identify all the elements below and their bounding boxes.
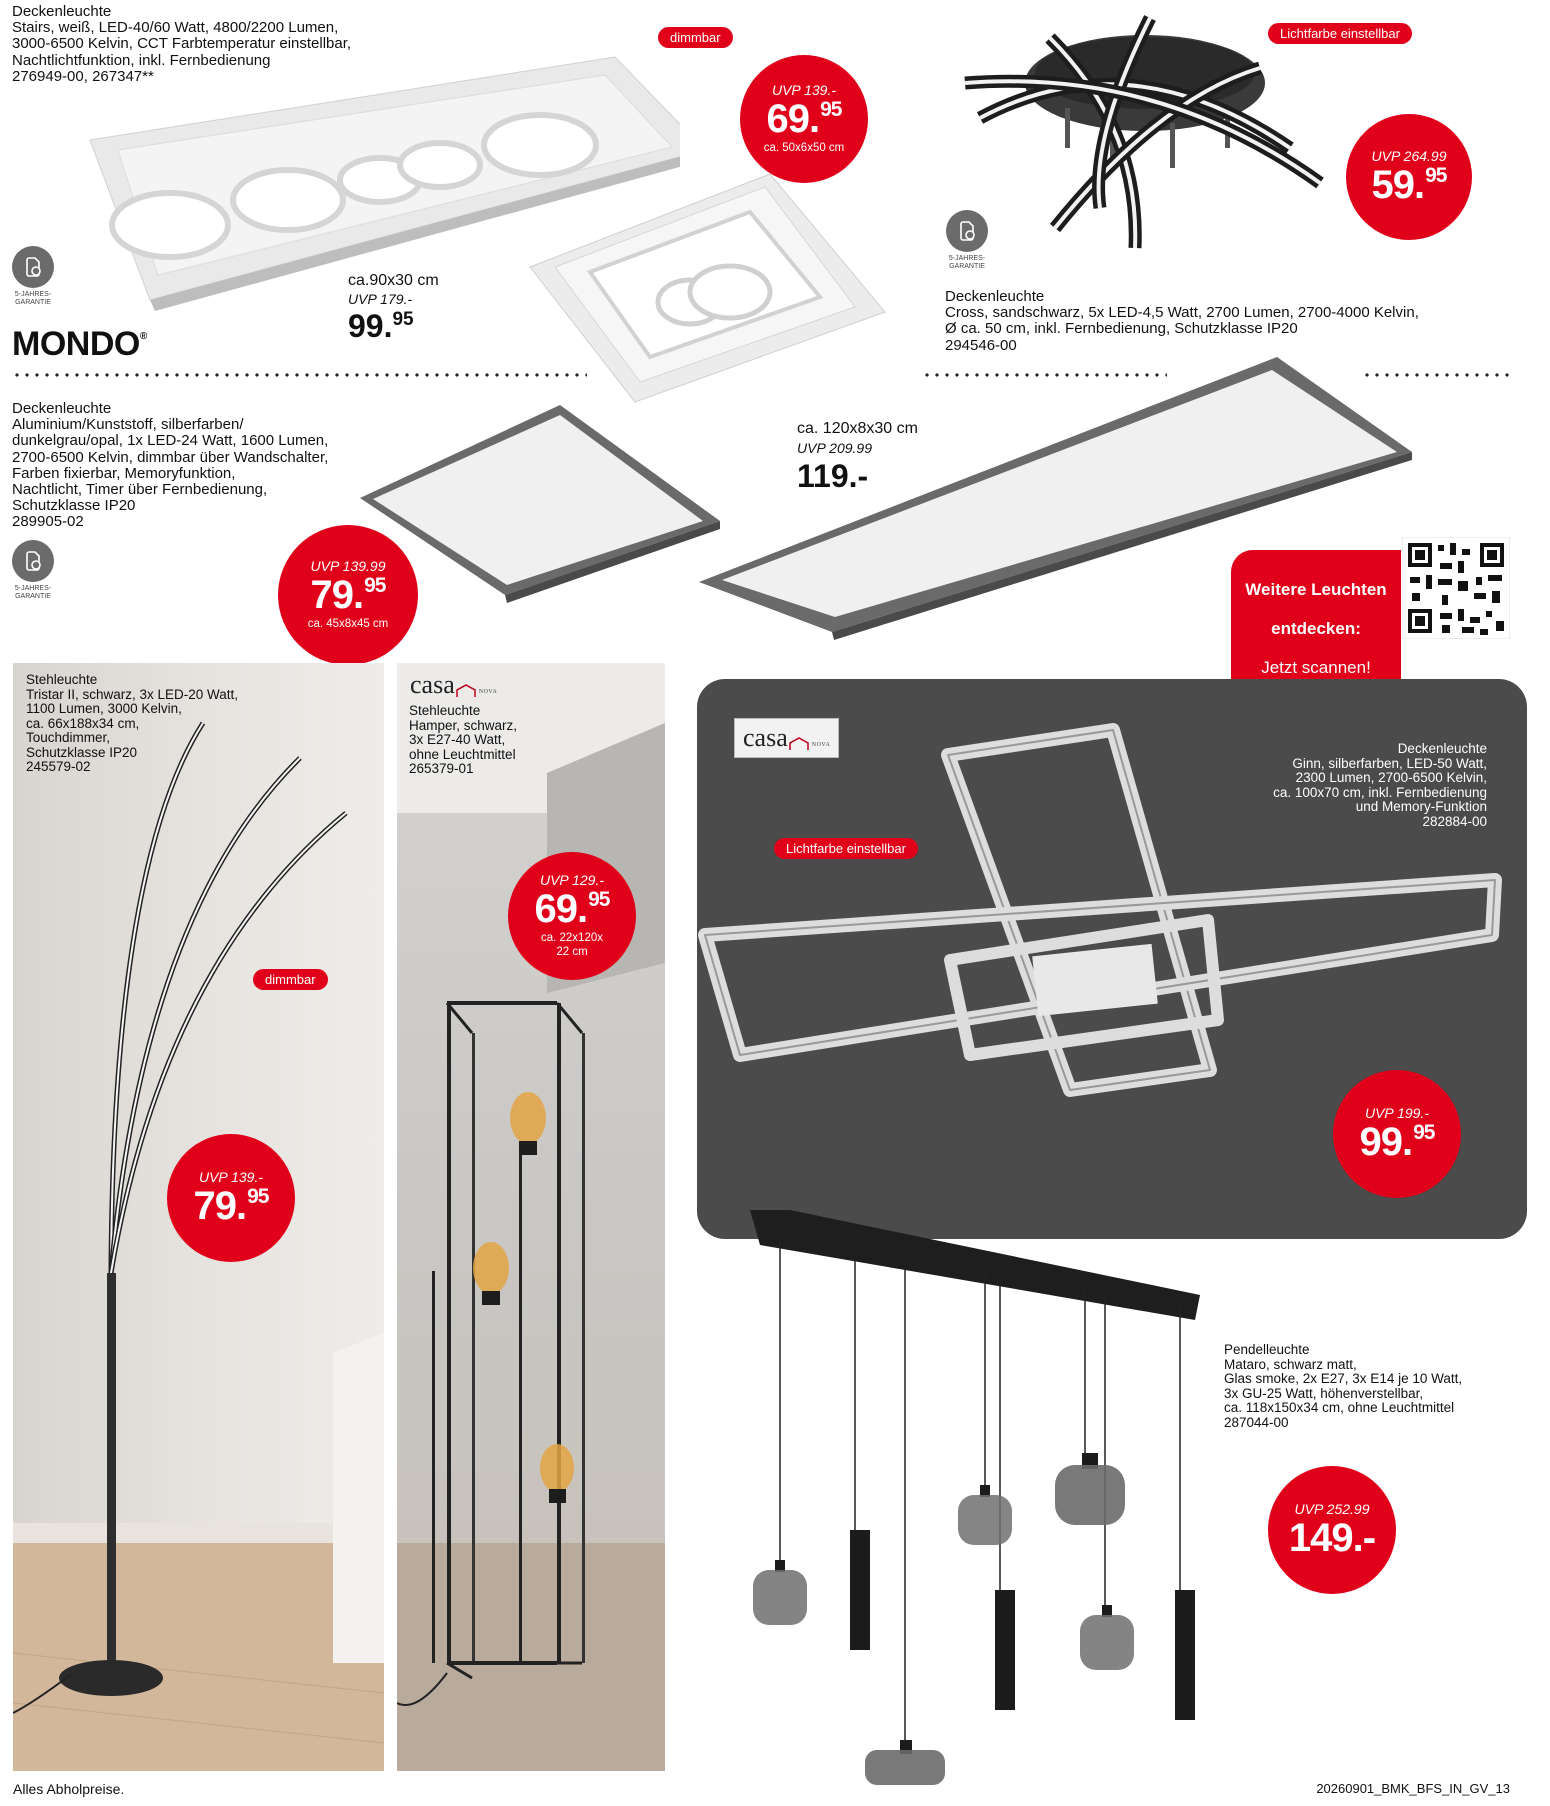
panel-large-dim: ca. 120x8x30 cm [797,420,918,437]
garantie-label: 5-JAHRES- GARANTIE [14,291,52,306]
stairs-large-uvp: UVP 179.- [348,291,413,307]
garantie-icon [12,246,54,288]
stairs-small-price: 69.95 [766,96,842,141]
stairs-small-uvp: UVP 139.- [771,81,837,98]
panel-small-uvp: UVP 139.99 [310,557,386,574]
mataro-price: 149.- [1288,1516,1376,1560]
cross-uvp: UVP 264.99 [1371,148,1447,164]
house-icon [788,737,810,751]
panel-garantie-badge [5,540,61,600]
panel-small-dim: ca. 45x8x45 cm [307,617,389,630]
dotted-separator [12,373,587,377]
promo-line-2: entdecken: [1271,618,1361,638]
ginn-uvp: UVP 199.- [1364,1105,1430,1121]
panel-small-price: 79.95 [310,572,386,617]
stairs-garantie-badge [5,246,61,306]
casa-nova-logo-ginn: casa NOVA [734,718,839,758]
hamper-description: Stehleuchte Hamper, schwarz, 3x E27-40 Watt, ohne Leuchtmittel 265379-01 [409,703,518,777]
footer-code: 20260901_BMK_BFS_IN_GV_13 [1316,1781,1510,1796]
mondo-logo: MONDO® [12,325,147,363]
panel-description: Deckenleuchte Aluminium/Kunststoff, silberfarben/ dunkelgrau/opal, 1x LED-24 Watt, 1600 Lumen, 2700-6500 Kelvin, dimmbar über Wandschalter, Farben fixierbar, Memoryfunktion, Nachtlicht, Timer über Fernbedienung, Schutzklasse IP20 289905-02 [12,400,329,531]
mataro-description: Pendelleuchte Mataro, schwarz matt, Glas smoke, 2x E27, 3x E14 je 10 Watt, 3x GU-25 Watt, höhenverstellbar, ca. 118x150x34 cm, ohne Leuchtmittel 287044-00 [1224,1342,1463,1430]
hamper-uvp: UVP 129.- [539,872,605,889]
cross-price-badge [1346,114,1472,240]
panel-large-uvp: UVP 209.99 [797,440,872,456]
mataro-price-badge [1268,1466,1396,1594]
cross-lichtfarbe-pill: Lichtfarbe einstellbar [1268,23,1412,44]
garantie-label: 5-JAHRES- GARANTIE [948,255,986,270]
tristar-dimmbar-pill: dimmbar [253,969,328,990]
garantie-label: 5-JAHRES- GARANTIE [14,585,52,600]
stairs-description: Deckenleuchte Stairs, weiß, LED-40/60 Watt, 4800/2200 Lumen, 3000-6500 Kelvin, CCT Farbtemperatur einstellbar, Nachtlichtfunktion, inkl. Fernbedienung 276949-00, 267347** [12,3,352,85]
stairs-dimmbar-pill: dimmbar [658,27,733,48]
panel-small-price-badge [278,525,418,665]
promo-line-3: Jetzt scannen! [1261,657,1371,677]
cross-description: Deckenleuchte Cross, sandschwarz, 5x LED-4,5 Watt, 2700 Lumen, 2700-4000 Kelvin, Ø ca. 50 cm, inkl. Fernbedienung, Schutzklasse IP20 294546-00 [945,288,1419,354]
ginn-price-badge [1333,1070,1461,1198]
tristar-description: Stehleuchte Tristar II, schwarz, 3x LED-20 Watt, 1100 Lumen, 3000 Kelvin, ca. 66x188x34 cm, Touchdimmer, Schutzklasse IP20 245579-02 [26,672,239,775]
ginn-description: Deckenleuchte Ginn, silberfarben, LED-50 Watt, 2300 Lumen, 2700-6500 Kelvin, ca. 100x70 cm, inkl. Fernbedienung und Memory-Funktion 282884-00 [1273,741,1487,829]
stairs-large-dim: ca.90x30 cm [348,272,439,289]
qr-code-icon[interactable] [1402,537,1510,639]
ginn-price: 99.95 [1359,1120,1435,1164]
cross-lamp-image [960,8,1330,258]
stairs-large-price: 99.95 [348,308,414,344]
hamper-photo [397,663,665,1771]
cross-price: 59.95 [1371,163,1447,207]
stairs-small-price-badge [740,55,868,183]
tristar-uvp: UVP 139.- [198,1169,264,1185]
hamper-price-badge [508,852,636,980]
hamper-price: 69.95 [534,887,610,932]
ginn-lichtfarbe-pill: Lichtfarbe einstellbar [774,838,918,859]
hamper-dim: ca. 22x120x 22 cm [540,932,603,958]
garantie-icon [946,210,988,252]
house-icon [455,684,477,698]
mataro-lamp-image [740,1205,1220,1785]
panel-large-price: 119.- [797,458,869,494]
tristar-price-badge [167,1134,295,1262]
tristar-price: 79.95 [193,1184,269,1228]
footer-note: Alles Abholpreise. [13,1781,125,1797]
mataro-uvp: UVP 252.99 [1294,1501,1370,1517]
stairs-small-dim: ca. 50x6x50 cm [763,141,845,154]
garantie-icon [12,540,54,582]
promo-line-1: Weitere Leuchten [1245,579,1387,599]
casa-nova-logo-hamper: casa NOVA [410,670,498,699]
cross-garantie-badge [939,210,995,270]
